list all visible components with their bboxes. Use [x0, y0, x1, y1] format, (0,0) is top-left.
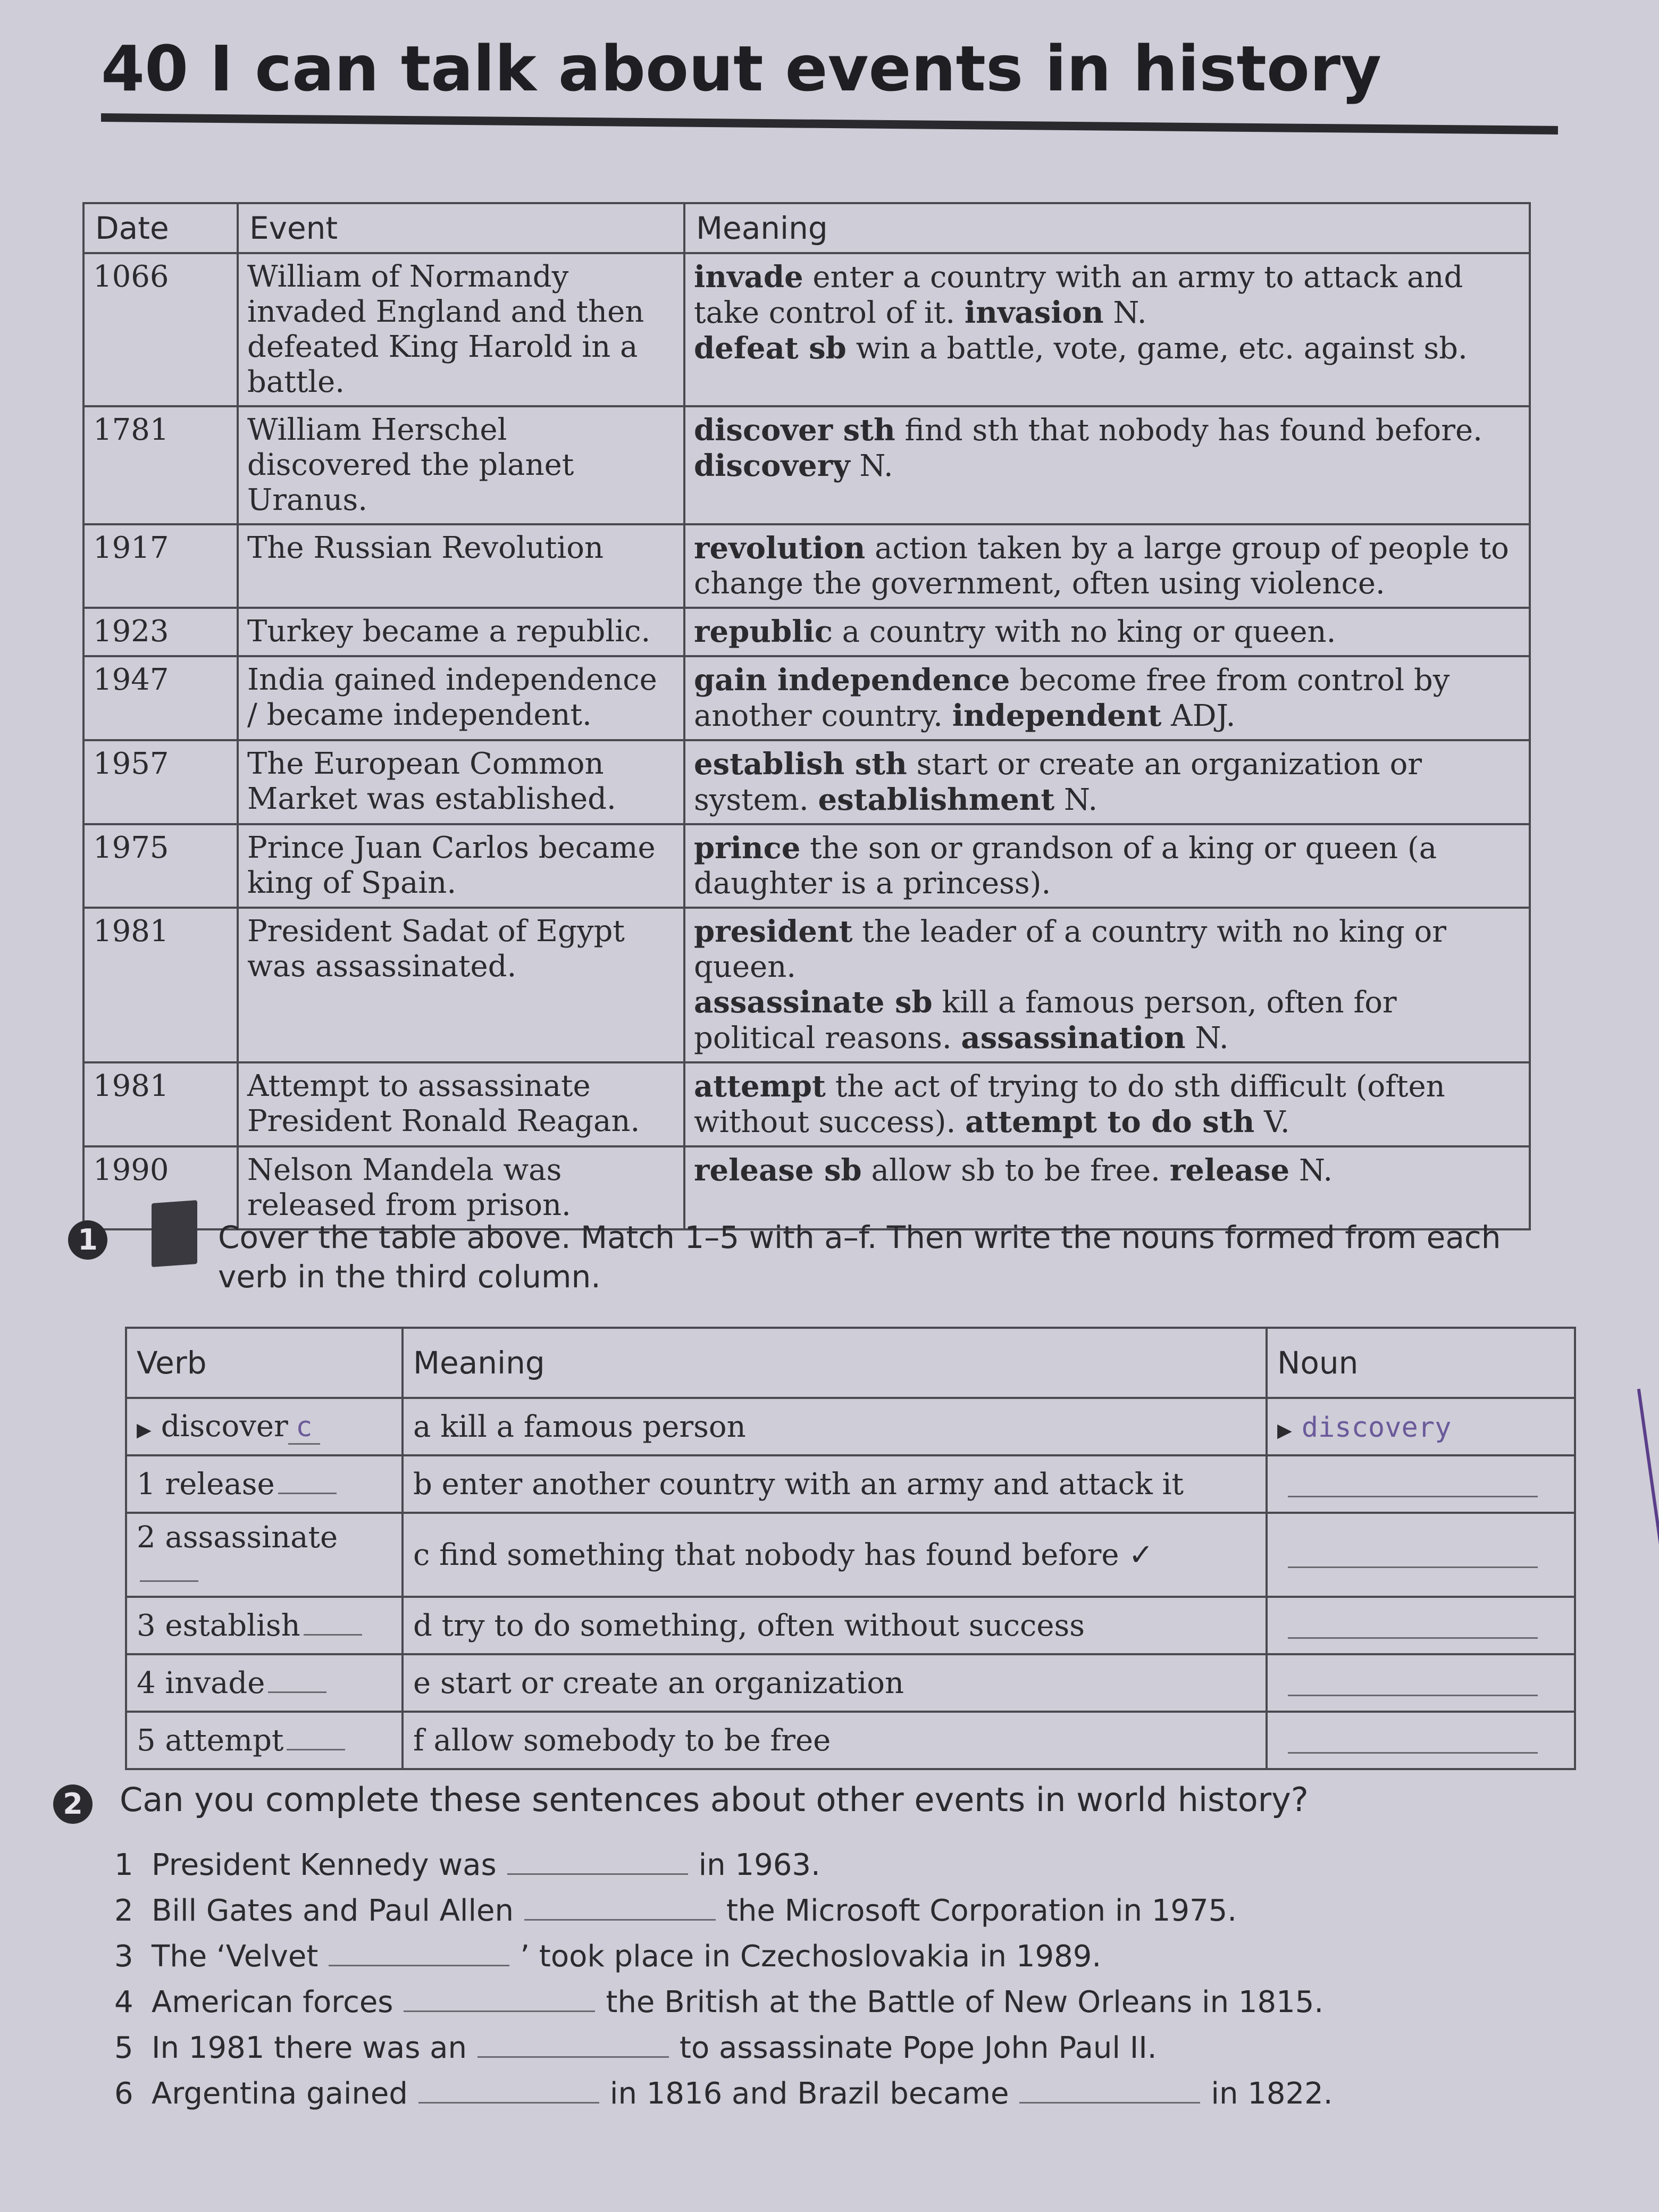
- date-cell: 1975: [83, 824, 238, 908]
- keyword: invade: [694, 259, 803, 295]
- event-cell: India gained independence / became independent.: [238, 656, 684, 740]
- derived-word: establishment: [818, 782, 1055, 817]
- sentence-end: ’ took place in Czechoslovakia in 1989.: [520, 1939, 1102, 1974]
- derived-word: attempt to do sth: [965, 1104, 1255, 1139]
- sentence-list: [114, 1842, 1333, 2117]
- sentence-end: in 1963.: [698, 1848, 820, 1882]
- sentence-start: In 1981 there was an: [152, 2031, 467, 2065]
- vocab-header-row: [83, 203, 1530, 253]
- lesson-title: I can talk about events in history: [210, 32, 1382, 105]
- verb-cell: [126, 1712, 403, 1769]
- date-cell: 1957: [83, 740, 238, 824]
- pen-mark: [1637, 1389, 1659, 1611]
- noun-cell[interactable]: [1267, 1597, 1575, 1654]
- date-cell: 1781: [83, 406, 238, 524]
- noun-blank[interactable]: [1288, 1542, 1538, 1568]
- meaning-cell: [684, 406, 1530, 524]
- date-cell: 1990: [83, 1146, 238, 1229]
- definition: action taken by a large group of people to change the government, often using violence.: [694, 531, 1509, 601]
- fill-blank[interactable]: [1019, 2083, 1200, 2104]
- part-of-speech: N.: [1103, 296, 1147, 330]
- header-event: Event: [238, 203, 684, 253]
- keyword: release sb: [694, 1153, 862, 1188]
- table-row: [126, 1654, 1575, 1712]
- derived-word: discovery: [694, 448, 850, 483]
- table-row: [126, 1597, 1575, 1654]
- verb-text: 1 release: [137, 1467, 275, 1502]
- verb-cell: [126, 1597, 403, 1654]
- meaning-cell: c find something that nobody has found before ✓: [403, 1513, 1267, 1597]
- date-cell: 1066: [83, 253, 238, 406]
- answer-blank[interactable]: [304, 1613, 362, 1636]
- derived-word: release: [1169, 1153, 1290, 1188]
- table-row: [126, 1712, 1575, 1769]
- derived-word: independent: [952, 698, 1162, 733]
- definition: the act of trying to do sth difficult (often without success).: [694, 1069, 1445, 1139]
- verb-text: 2 assassinate: [137, 1520, 338, 1555]
- meaning-cell: b enter another country with an army and attack it: [403, 1455, 1267, 1513]
- part-of-speech: V.: [1254, 1105, 1290, 1139]
- meaning-cell: [684, 608, 1530, 656]
- fill-blank[interactable]: [404, 1991, 595, 2012]
- verb-cell: [126, 1398, 403, 1455]
- event-cell: Nelson Mandela was released from prison.: [238, 1146, 684, 1229]
- keyword: discover sth: [694, 413, 895, 448]
- meaning-cell: [684, 253, 1530, 406]
- keyword: establish sth: [694, 747, 907, 782]
- noun-blank[interactable]: [1288, 1670, 1538, 1696]
- derived-word: invasion: [964, 295, 1104, 330]
- verb-text: 4 invade: [137, 1665, 265, 1700]
- part-of-speech: N.: [1054, 783, 1098, 817]
- table-row: [83, 253, 1530, 406]
- sentence-start: Bill Gates and Paul Allen: [152, 1893, 514, 1928]
- exercise-2-number: 2: [53, 1784, 93, 1824]
- keyword: gain independence: [694, 663, 1010, 698]
- table-row: [83, 824, 1530, 908]
- sentence-end: in 1822.: [1211, 2076, 1333, 2111]
- keyword: defeat sb: [694, 331, 847, 366]
- keyword: attempt: [694, 1069, 826, 1104]
- sentence-item: [114, 1980, 1333, 2025]
- sentence-start: The ‘Velvet: [152, 1939, 319, 1974]
- event-cell: The European Common Market was established.: [238, 740, 684, 824]
- answer-blank[interactable]: [140, 1559, 198, 1582]
- sentence-item: [114, 1934, 1333, 1980]
- table-row: [83, 656, 1530, 740]
- noun-cell[interactable]: [1267, 1455, 1575, 1513]
- exercise-1-number: 1: [68, 1220, 107, 1260]
- header-verb-meaning: Meaning: [403, 1328, 1267, 1398]
- example-arrow-icon: ▶: [1277, 1419, 1292, 1442]
- sentence-item: [114, 1888, 1333, 1934]
- event-cell: Prince Juan Carlos became king of Spain.: [238, 824, 684, 908]
- meaning-cell: [684, 1146, 1530, 1229]
- sentence-item: [114, 2071, 1333, 2117]
- title-underline: [101, 113, 1558, 135]
- sentence-middle: in 1816 and Brazil became: [609, 2076, 1009, 2111]
- meaning-cell: d try to do something, often without success: [403, 1597, 1267, 1654]
- date-cell: 1923: [83, 608, 238, 656]
- answer-blank[interactable]: [287, 1728, 345, 1750]
- answer-letter[interactable]: c: [288, 1411, 320, 1445]
- definition: the leader of a country with no king or queen.: [694, 915, 1446, 984]
- fill-blank[interactable]: [524, 1900, 716, 1921]
- definition: win a battle, vote, game, etc. against sb.: [846, 331, 1468, 366]
- lesson-number: 40: [101, 32, 189, 105]
- event-cell: William of Normandy invaded England and then defeated King Harold in a battle.: [238, 253, 684, 406]
- definition: find sth that nobody has found before.: [895, 413, 1482, 448]
- noun-cell[interactable]: [1267, 1513, 1575, 1597]
- keyword: republic: [694, 614, 833, 649]
- sentence-number: 4: [114, 1985, 133, 2020]
- fill-blank[interactable]: [418, 2083, 599, 2104]
- part-of-speech: ADJ.: [1161, 699, 1236, 733]
- table-row: [126, 1513, 1575, 1597]
- meaning-cell: [684, 908, 1530, 1062]
- noun-blank[interactable]: [1288, 1471, 1538, 1497]
- meaning-cell: [684, 1062, 1530, 1146]
- definition: allow sb to be free.: [861, 1153, 1170, 1188]
- meaning-cell: a kill a famous person: [403, 1398, 1267, 1455]
- sentence-number: 3: [114, 1939, 133, 1974]
- page-title: [101, 32, 1381, 105]
- sentence-start: American forces: [152, 1985, 393, 2020]
- sentence-end: the British at the Battle of New Orleans in 1815.: [606, 1985, 1324, 2020]
- exercise-1-instruction: Cover the table above. Match 1–5 with a–f. Then write the nouns formed from each verb in the third column.: [218, 1219, 1501, 1295]
- table-row: [126, 1455, 1575, 1513]
- part-of-speech: N.: [850, 449, 893, 483]
- verb-text: 5 attempt: [137, 1723, 284, 1758]
- fill-blank[interactable]: [477, 2037, 669, 2058]
- noun-blank[interactable]: [1288, 1728, 1538, 1754]
- keyword: revolution: [694, 531, 866, 566]
- date-cell: 1947: [83, 656, 238, 740]
- sentence-item: [114, 1842, 1333, 1888]
- verb-text: 3 establish: [137, 1608, 300, 1643]
- date-cell: 1917: [83, 524, 238, 608]
- verb-cell: [126, 1654, 403, 1712]
- sentence-item: [114, 2025, 1333, 2071]
- part-of-speech: N.: [1289, 1153, 1333, 1188]
- verb-matching-table: [125, 1327, 1576, 1770]
- table-row: [83, 908, 1530, 1062]
- table-row: [83, 1146, 1530, 1229]
- notebook-icon: [152, 1200, 197, 1267]
- table-row: [83, 524, 1530, 608]
- header-verb: Verb: [126, 1328, 403, 1398]
- sentence-number: 6: [114, 2076, 133, 2111]
- header-date: Date: [83, 203, 238, 253]
- verb-header-row: [126, 1328, 1575, 1398]
- date-cell: 1981: [83, 908, 238, 1062]
- table-row: [83, 608, 1530, 656]
- date-cell: 1981: [83, 1062, 238, 1146]
- noun-cell[interactable]: [1267, 1398, 1575, 1455]
- sentence-number: 5: [114, 2031, 133, 2065]
- noun-cell[interactable]: [1267, 1712, 1575, 1769]
- header-noun: Noun: [1267, 1328, 1575, 1398]
- exercise-2-instruction: Can you complete these sentences about other events in world history?: [120, 1780, 1309, 1819]
- table-row: [83, 740, 1530, 824]
- fill-blank[interactable]: [507, 1854, 688, 1875]
- verb-cell: [126, 1455, 403, 1513]
- meaning-cell: [684, 824, 1530, 908]
- answer-blank[interactable]: [278, 1471, 337, 1494]
- event-cell: Attempt to assassinate President Ronald Reagan.: [238, 1062, 684, 1146]
- meaning-cell: f allow somebody to be free: [403, 1712, 1267, 1769]
- noun-cell[interactable]: [1267, 1654, 1575, 1712]
- event-cell: Turkey became a republic.: [238, 608, 684, 656]
- sentence-start: Argentina gained: [152, 2076, 408, 2111]
- noun-blank[interactable]: [1288, 1613, 1538, 1639]
- table-row: [126, 1398, 1575, 1455]
- example-arrow-icon: ▶: [137, 1419, 152, 1441]
- answer-blank[interactable]: [268, 1670, 326, 1693]
- definition: start or create an organization or system.: [694, 747, 1422, 817]
- verb-cell: [126, 1513, 403, 1597]
- sentence-number: 1: [114, 1848, 133, 1882]
- event-cell: The Russian Revolution: [238, 524, 684, 608]
- vocab-table: [82, 202, 1531, 1230]
- keyword: prince: [694, 831, 801, 866]
- event-cell: President Sadat of Egypt was assassinated.: [238, 908, 684, 1062]
- sentence-end: to assassinate Pope John Paul II.: [679, 2031, 1157, 2065]
- meaning-cell: [684, 656, 1530, 740]
- meaning-cell: e start or create an organization: [403, 1654, 1267, 1712]
- definition: a country with no king or queen.: [832, 615, 1336, 649]
- sentence-number: 2: [114, 1893, 133, 1928]
- event-cell: William Herschel discovered the planet Uranus.: [238, 406, 684, 524]
- definition: the son or grandson of a king or queen (a daughter is a princess).: [694, 831, 1437, 901]
- keyword: assassinate sb: [694, 985, 933, 1020]
- fill-blank[interactable]: [329, 1946, 509, 1966]
- table-row: [83, 1062, 1530, 1146]
- meaning-cell: [684, 740, 1530, 824]
- keyword: president: [694, 914, 853, 949]
- part-of-speech: N.: [1185, 1021, 1229, 1055]
- verb-text: discover: [161, 1409, 288, 1444]
- definition: become free from control by another country.: [694, 663, 1450, 733]
- definition: enter a country with an army to attack and take control of it.: [694, 260, 1463, 330]
- derived-word: assassination: [961, 1020, 1186, 1055]
- table-row: [83, 406, 1530, 524]
- meaning-cell: [684, 524, 1530, 608]
- sentence-end: the Microsoft Corporation in 1975.: [726, 1893, 1237, 1928]
- header-meaning: Meaning: [684, 203, 1530, 253]
- definition: kill a famous person, often for political reasons.: [694, 985, 1397, 1055]
- sentence-start: President Kennedy was: [152, 1848, 497, 1882]
- noun-answer: discovery: [1301, 1411, 1452, 1444]
